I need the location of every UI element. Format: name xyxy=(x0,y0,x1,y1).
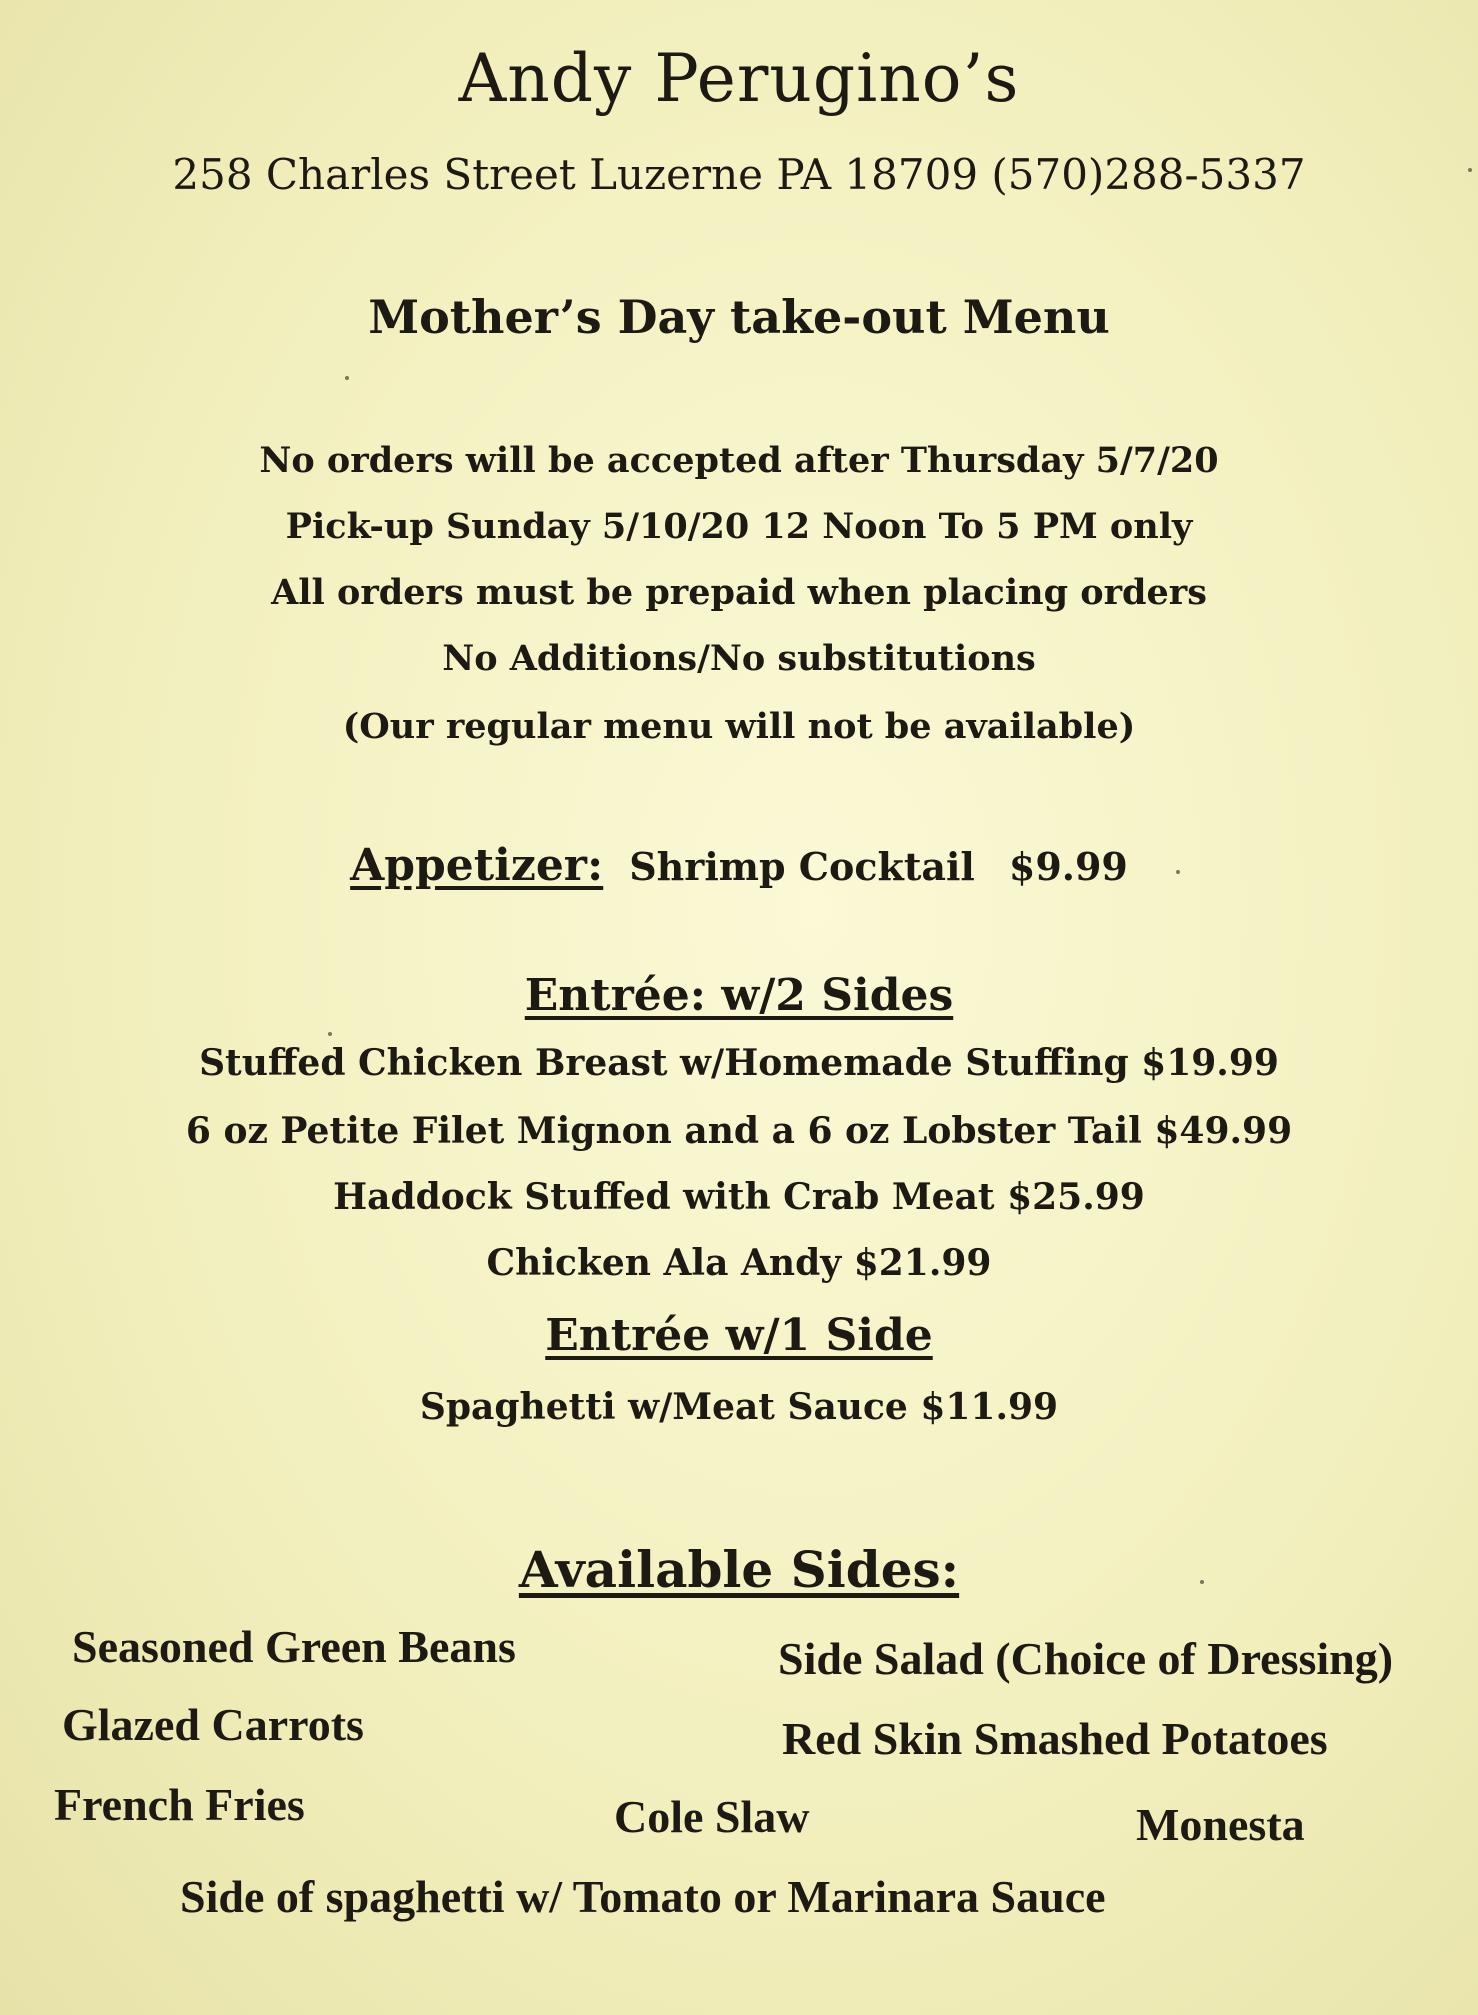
paper-speck xyxy=(1468,168,1472,172)
notice-pickup-time: Pick-up Sunday 5/10/20 12 Noon To 5 PM only xyxy=(285,506,1193,547)
notice-regular-menu: (Our regular menu will not be available) xyxy=(342,706,1136,747)
side-monesta: Monesta xyxy=(1136,1799,1305,1850)
side-salad: Side Salad (Choice of Dressing) xyxy=(778,1633,1394,1684)
appetizer-line xyxy=(0,840,1478,891)
notice-order-deadline: No orders will be accepted after Thursday 5/7/20 xyxy=(259,440,1219,481)
restaurant-address: 258 Charles Street Luzerne PA 18709 (570)288-5337 xyxy=(172,150,1306,199)
paper-speck xyxy=(1176,870,1180,874)
side-green-beans: Seasoned Green Beans xyxy=(72,1621,516,1672)
restaurant-name: Andy Perugino’s xyxy=(458,40,1020,117)
sides-heading: Available Sides: xyxy=(518,1540,960,1599)
entree-two-sides-heading: Entrée: w/2 Sides xyxy=(524,970,954,1021)
notice-no-substitutions: No Additions/No substitutions xyxy=(442,638,1036,679)
side-smashed-potatoes: Red Skin Smashed Potatoes xyxy=(782,1713,1328,1764)
paper-speck xyxy=(1200,1580,1204,1584)
side-glazed-carrots: Glazed Carrots xyxy=(62,1699,364,1750)
menu-title: Mother’s Day take-out Menu xyxy=(368,290,1110,344)
entree-item: 6 oz Petite Filet Mignon and a 6 oz Lobster Tail $49.99 xyxy=(185,1110,1293,1152)
entree-one-side-item: Spaghetti w/Meat Sauce $11.99 xyxy=(419,1386,1059,1428)
paper-speck xyxy=(345,376,349,380)
entree-one-side-heading: Entrée w/1 Side xyxy=(545,1310,933,1361)
entree-item: Stuffed Chicken Breast w/Homemade Stuffing $19.99 xyxy=(199,1042,1279,1084)
notice-prepaid: All orders must be prepaid when placing orders xyxy=(271,572,1207,613)
appetizer-price: $9.99 xyxy=(1008,844,1128,889)
paper-speck xyxy=(328,1032,332,1036)
side-french-fries: French Fries xyxy=(54,1779,305,1830)
appetizer-label: Appetizer: xyxy=(350,840,604,891)
entree-item: Haddock Stuffed with Crab Meat $25.99 xyxy=(333,1176,1145,1218)
side-spaghetti: Side of spaghetti w/ Tomato or Marinara Sauce xyxy=(180,1871,1106,1922)
entree-item: Chicken Ala Andy $21.99 xyxy=(486,1242,992,1284)
side-cole-slaw: Cole Slaw xyxy=(614,1791,810,1842)
appetizer-item: Shrimp Cocktail xyxy=(629,844,975,889)
